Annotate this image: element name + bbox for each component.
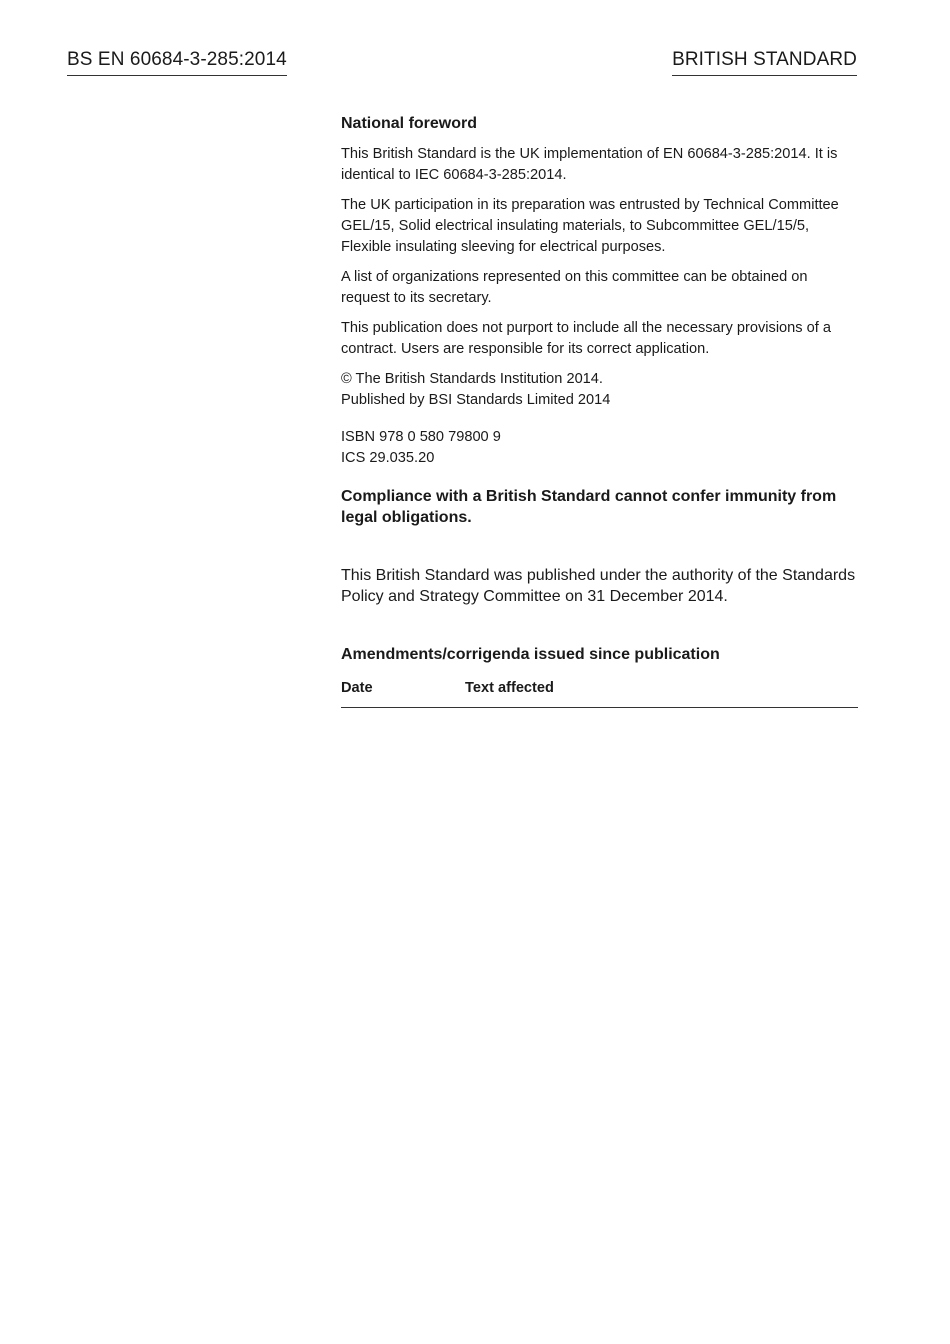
copyright-line: © The British Standards Institution 2014.: [341, 371, 603, 387]
national-foreword-section: [341, 113, 858, 708]
amendments-heading: Amendments/corrigenda issued since publication: [341, 646, 720, 663]
foreword-paragraph: The UK participation in its preparation was entrusted by Technical Committee GEL/15, Solid electrical insulating materials, to Subcommittee GEL/15/5, Flexible insulating sleeving for electrical purposes.: [341, 197, 839, 255]
authority-statement: This British Standard was published under the authority of the Standards Policy and Strategy Committee on 31 December 2014.: [341, 567, 856, 605]
standard-type-header: BRITISH STANDARD: [672, 48, 857, 76]
foreword-paragraph: This British Standard is the UK implementation of EN 60684-3-285:2014. It is identical to IEC 60684-3-285:2014.: [341, 146, 838, 183]
foreword-heading: National foreword: [341, 115, 478, 132]
date-column-header: Date: [341, 680, 373, 696]
compliance-notice: Compliance with a British Standard cannot confer immunity from legal obligations.: [341, 488, 837, 526]
text-affected-column-header: Text affected: [465, 680, 554, 696]
publisher-line: Published by BSI Standards Limited 2014: [341, 392, 611, 408]
amendments-table-header: [341, 678, 858, 708]
foreword-paragraph: A list of organizations represented on this committee can be obtained on request to its secretary.: [341, 269, 808, 306]
ics-line: ICS 29.035.20: [341, 450, 435, 466]
isbn-line: ISBN 978 0 580 79800 9: [341, 429, 501, 445]
foreword-paragraph: This publication does not purport to include all the necessary provisions of a contract. Users are responsible for its correct application.: [341, 320, 831, 357]
document-id-header: BS EN 60684-3-285:2014: [67, 48, 287, 76]
